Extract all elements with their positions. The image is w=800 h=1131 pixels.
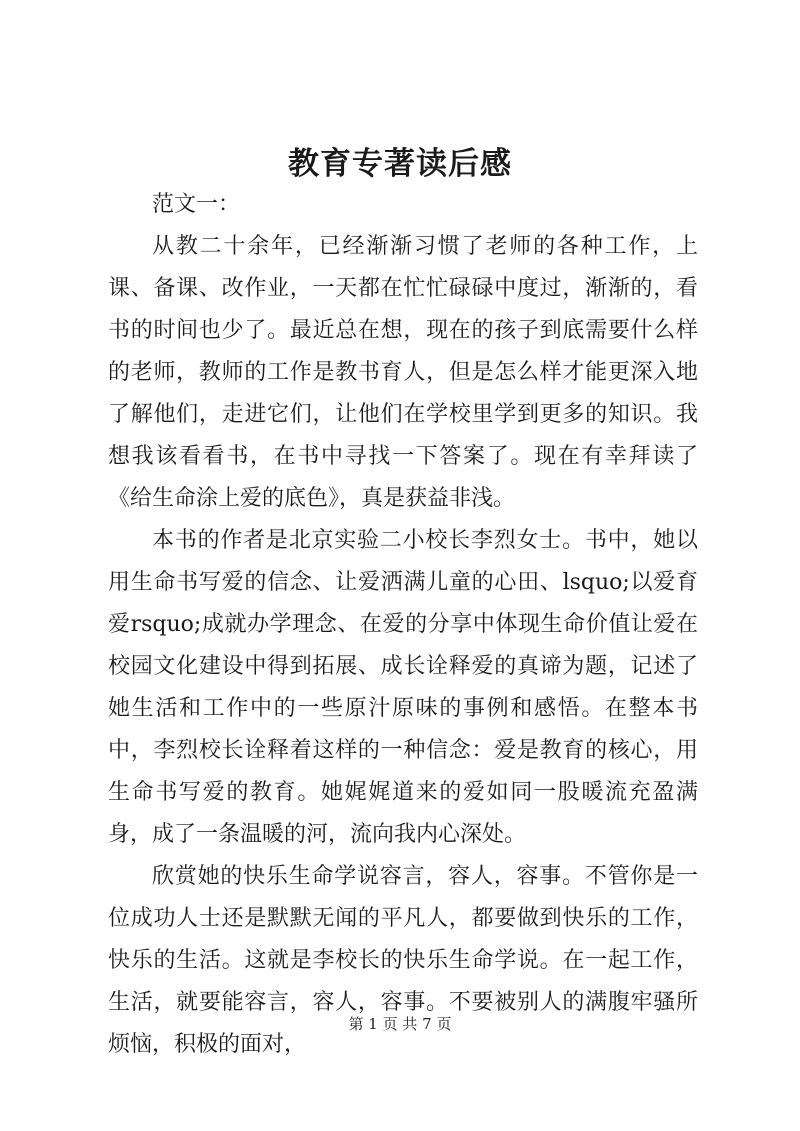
paragraph: 欣赏她的快乐生命学说容言，容人，容事。不管你是一位成功人士还是默默无闻的平凡人，都要做到快乐的工作，快乐的生活。这就是李校长的快乐生命学说。在一起工作，生活，就要能容言，容人，容事。不要被别人的满腹牢骚所烦恼，积极的面对， <box>108 864 698 1057</box>
paragraph: 从教二十余年，已经渐渐习惯了老师的各种工作，上课、备课、改作业，一天都在忙忙碌碌中度过，渐渐的，看书的时间也少了。最近总在想，现在的孩子到底需要什么样的老师，教师的工作是教书育人，但是怎么样才能更深入地了解他们，走进它们，让他们在学校里学到更多的知识。我想我该看看书，在书中寻找一下答案了。现在有幸拜读了《给生命涂上爱的底色》，真是获益非浅。 <box>108 234 698 511</box>
paragraph: 本书的作者是北京实验二小校长李烈女士。书中，她以用生命书写爱的信念、让爱洒满儿童的心田、lsquo;以爱育爱rsquo;成就办学理念、在爱的分享中体现生命价值让爱在校园文化建设中得到拓展、成长诠释爱的真谛为题，记述了她生活和工作中的一些原汁原味的事例和感悟。在整本书中，李烈校长诠释着这样的一种信念：爱是教育的核心，用生命书写爱的教育。她娓娓道来的爱如同一股暖流充盈满身，成了一条温暖的河，流向我内心深处。 <box>108 528 698 847</box>
page-footer: 第 1 页 共 7 页 <box>348 1015 452 1033</box>
document-body <box>108 184 698 1066</box>
document-title: 教育专著读后感 <box>288 146 512 182</box>
paragraph-heading: 范文一： <box>152 192 241 217</box>
